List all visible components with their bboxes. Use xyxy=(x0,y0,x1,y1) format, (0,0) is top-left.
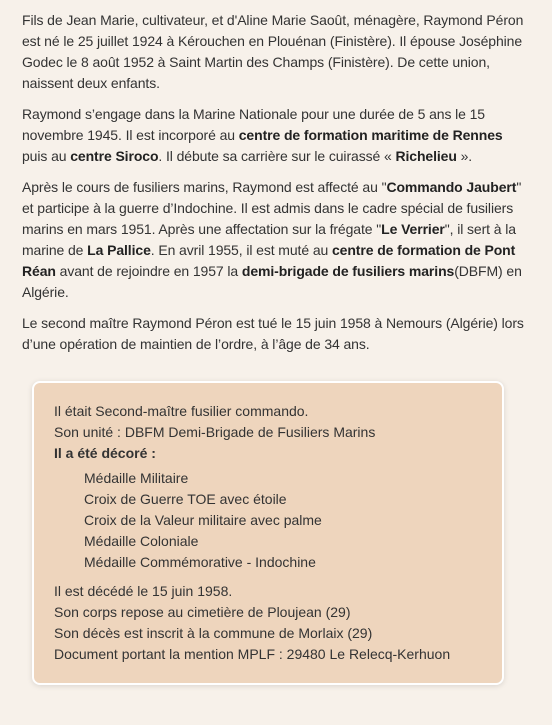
bold-text: Commando Jaubert xyxy=(386,179,517,195)
document-line: Document portant la mention MPLF : 29480 Le Relecq-Kerhuon xyxy=(54,646,451,662)
text-run: Fils de Jean Marie, cultivateur, et d'Aline Marie Saoût, ménagère, Raymond Péron est né le 25 juillet 1924 à Kérouchen en Plouénan (Finistère). Il épouse Joséphine Godec le 8 août 1952 à Saint Martin des Champs (Finistère). De cette union, naissent deux enfants. xyxy=(22,12,524,91)
bold-text: centre Siroco xyxy=(70,148,159,164)
text-run: " et participe à la guerre d’Indochine. Il est admis dans le cadre spécial de fusiliers marins en mars 1951. Après une affectation sur la frégate " xyxy=(22,179,522,237)
text-run: . Il débute sa carrière sur le cuirassé « xyxy=(158,148,396,164)
unit-line: Son unité : DBFM Demi-Brigade de Fusiliers Marins xyxy=(54,424,376,440)
paragraph-birth xyxy=(22,10,530,94)
paragraph-death xyxy=(22,313,530,355)
decorations-heading: Il a été décoré : xyxy=(54,445,156,461)
text-run: avant de rejoindre en 1957 la xyxy=(55,263,242,279)
text-run: (DBFM) en Algérie. xyxy=(22,263,522,300)
text-run: ». xyxy=(456,148,473,164)
medal-item: Médaille Militaire xyxy=(84,470,189,486)
bold-text: demi-brigade de fusiliers marins xyxy=(241,263,455,279)
burial-line: Son corps repose au cimetière de Ploujean (29) xyxy=(54,604,351,620)
text-run: Après le cours de fusiliers marins, Raymond est affecté au " xyxy=(22,179,387,195)
death-line: Il est décédé le 15 juin 1958. xyxy=(54,583,233,599)
registry-line: Son décès est inscrit à la commune de Morlaix (29) xyxy=(54,625,373,641)
bold-text: Richelieu xyxy=(395,148,457,164)
text-run: puis au xyxy=(22,148,71,164)
medal-list xyxy=(84,468,502,573)
text-run: Le second maître Raymond Péron est tué le 15 juin 1958 à Nemours (Algérie) lors d’une opération de maintien de l’ordre, à l’âge de 34 ans. xyxy=(22,315,524,352)
medal-item: Médaille Commémorative - Indochine xyxy=(84,554,316,570)
text-run: Raymond s’engage dans la Marine Nationale pour une durée de 5 ans le 15 novembre 1945. Il est incorporé au xyxy=(22,106,485,143)
medal-item: Croix de Guerre TOE avec étoile xyxy=(84,491,287,507)
bold-text: La Pallice xyxy=(87,242,151,258)
bold-text: centre de formation de Pont Réan xyxy=(22,242,516,279)
text-run: ", il sert à la marine de xyxy=(22,221,516,258)
service-summary-box xyxy=(32,381,504,685)
text-run: . En avril 1955, il est muté au xyxy=(150,242,332,258)
medal-item: Médaille Coloniale xyxy=(84,533,199,549)
bold-text: Le Verrier xyxy=(381,221,445,237)
medal-item: Croix de la Valeur militaire avec palme xyxy=(84,512,322,528)
paragraph-career xyxy=(22,177,530,303)
bold-text: centre de formation maritime de Rennes xyxy=(238,127,503,143)
rank-line: Il était Second-maître fusilier commando. xyxy=(54,403,309,419)
paragraph-enlistment xyxy=(22,104,530,167)
